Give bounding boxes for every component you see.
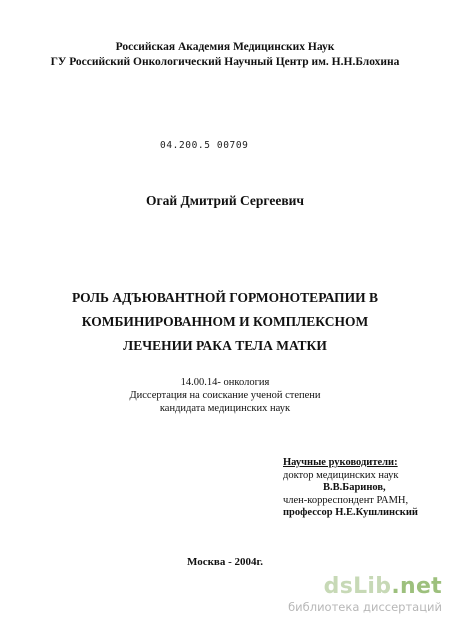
watermark-logo-part2: .net bbox=[391, 574, 442, 599]
watermark-subtitle: библиотека диссертаций bbox=[288, 600, 442, 614]
supervisors-block bbox=[283, 457, 418, 520]
title-line-2: КОМБИНИРОВАННОМ И КОМПЛЕКСНОМ bbox=[81, 314, 369, 329]
organization-line-2: ГУ Российский Онкологический Научный Центр им. Н.Н.Блохина bbox=[50, 56, 400, 68]
title-line-1: РОЛЬ АДЪЮВАНТНОЙ ГОРМОНОТЕРАПИИ В bbox=[71, 290, 379, 305]
registration-stamp: 04.200.5 00709 bbox=[160, 140, 249, 151]
title-line-3: ЛЕЧЕНИИ РАКА ТЕЛА МАТКИ bbox=[123, 338, 327, 353]
supervisors-heading: Научные руководители: bbox=[283, 457, 398, 468]
watermark-logo-part1: dsLib bbox=[323, 574, 392, 599]
author-name: Огай Дмитрий Сергеевич bbox=[145, 193, 305, 208]
supervisor-2-name: профессор Н.Е.Кушлинский bbox=[283, 507, 418, 518]
city-year: Москва - 2004г. bbox=[186, 556, 264, 568]
watermark-logo bbox=[288, 576, 442, 598]
organization-line-1: Российская Академия Медицинских Наук bbox=[115, 41, 335, 53]
supervisor-2-role: член-корреспондент РАМН, bbox=[283, 494, 409, 506]
degree-line: кандидата медицинских наук bbox=[159, 403, 291, 414]
specialty-code: 14.00.14- онкология bbox=[180, 377, 270, 388]
supervisor-1-role: доктор медицинских наук bbox=[283, 469, 399, 481]
supervisor-1-name: В.В.Баринов, bbox=[323, 482, 386, 493]
watermark bbox=[288, 576, 442, 614]
dissertation-line: Диссертация на соискание ученой степени bbox=[129, 390, 321, 401]
